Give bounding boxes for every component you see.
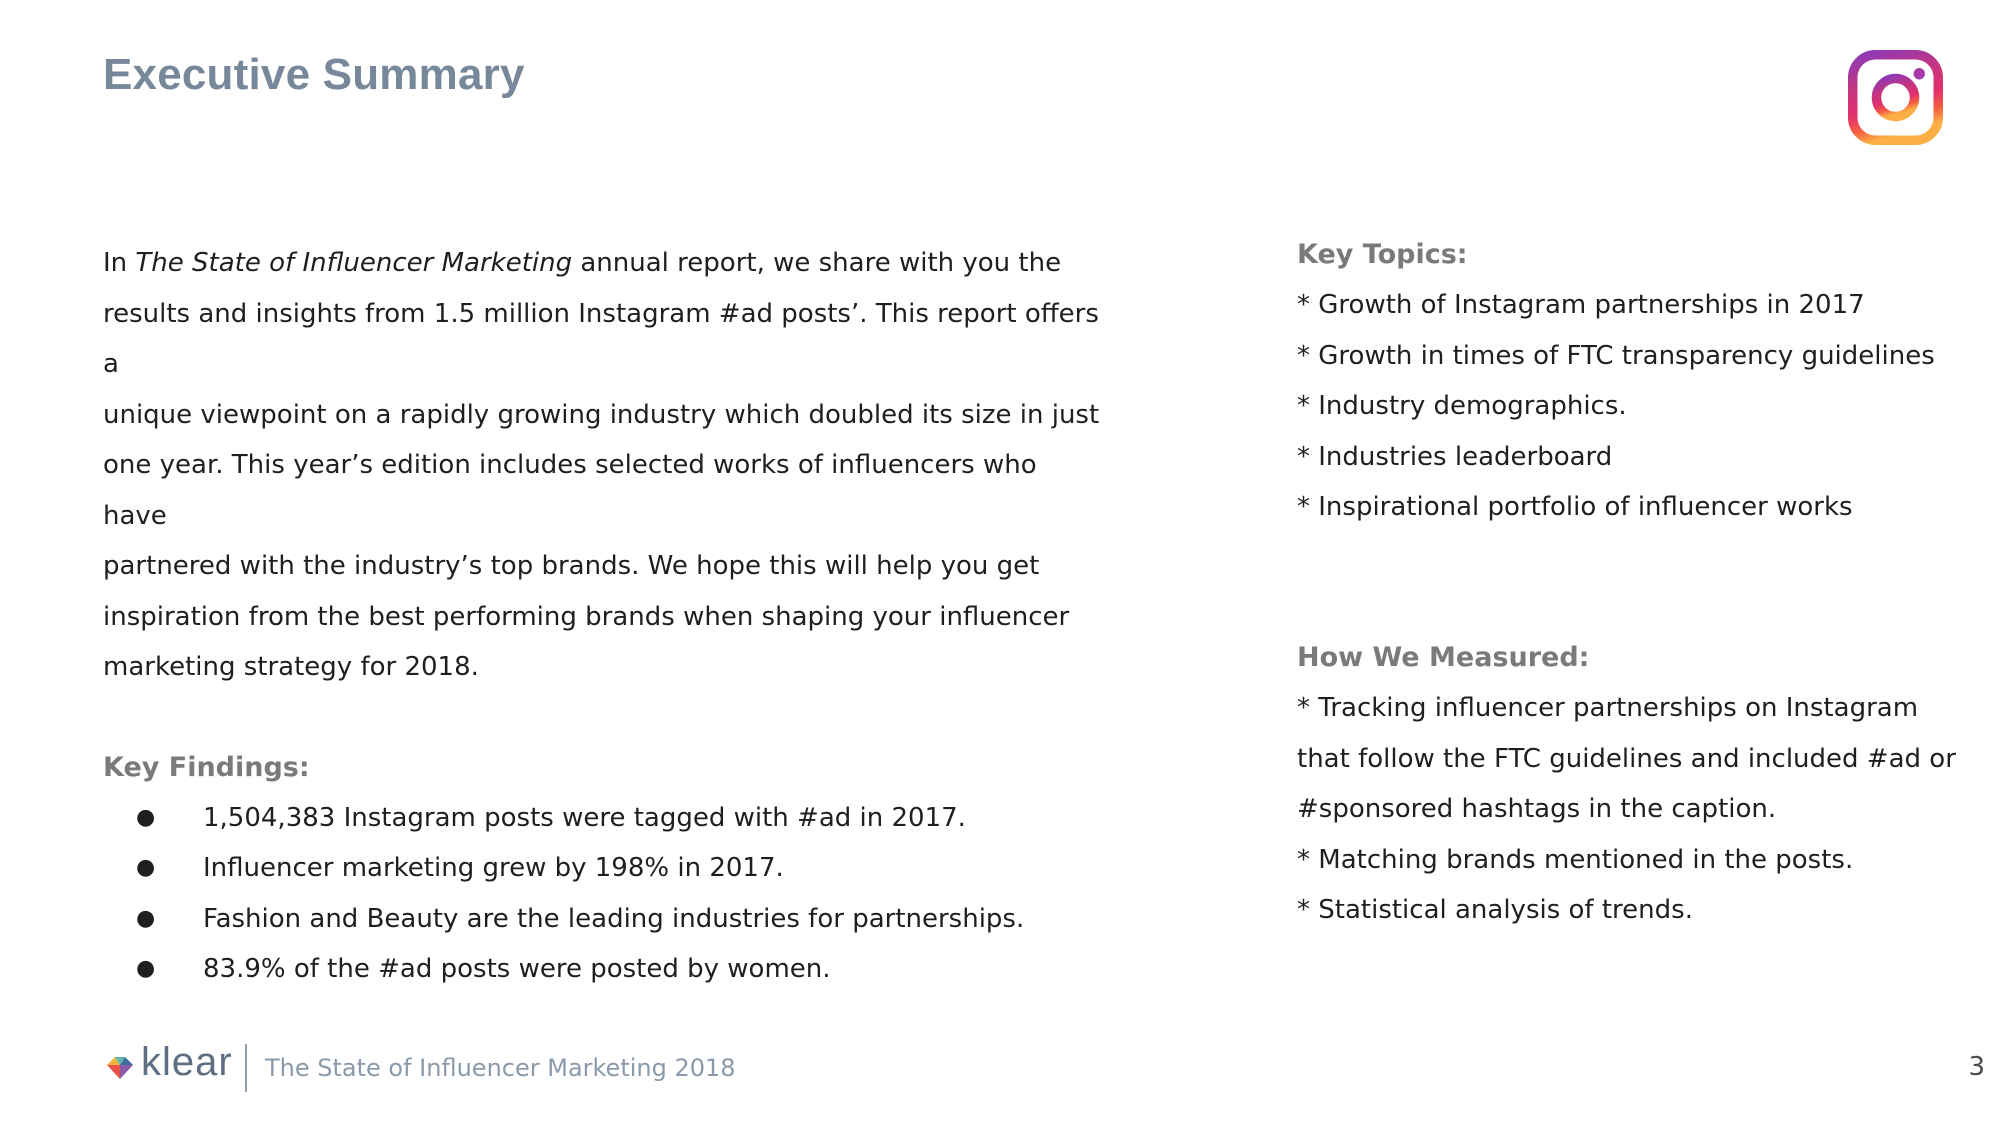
intro-paragraph xyxy=(103,238,1103,693)
key-findings-list xyxy=(103,793,1103,995)
list-item: ● 1,504,383 Instagram posts were tagged with #ad in 2017. xyxy=(103,793,1103,844)
intro-line: In The State of Influencer Marketing annual report, we share with you the xyxy=(103,248,1062,278)
footer-divider xyxy=(245,1044,247,1092)
intro-line: results and insights from 1.5 million Instagram #ad posts’. This report offers a xyxy=(103,298,1099,379)
instagram-logo-icon xyxy=(1848,50,1943,145)
key-topics-section xyxy=(1297,230,1977,533)
footer xyxy=(105,1040,1985,1092)
report-name: The State of Influencer Marketing xyxy=(135,248,573,278)
intro-line: unique viewpoint on a rapidly growing industry which doubled its size in just xyxy=(103,399,1100,430)
page-number: 3 xyxy=(1968,1052,1985,1082)
how-we-measured-section xyxy=(1297,633,1977,936)
intro-line: inspiration from the best performing brands when shaping your influencer xyxy=(103,601,1070,632)
klear-logo-icon xyxy=(105,1052,135,1082)
list-item: * Inspirational portfolio of influencer works xyxy=(1297,492,1853,522)
key-findings-heading: Key Findings: xyxy=(103,751,310,783)
intro-line: marketing strategy for 2018. xyxy=(103,652,479,682)
bullet-icon: ● xyxy=(136,905,156,931)
list-item: * Industry demographics. xyxy=(1297,391,1627,421)
list-item: that follow the FTC guidelines and included #ad or xyxy=(1297,743,1956,774)
list-item: * Tracking influencer partnerships on Instagram xyxy=(1297,693,1919,723)
intro-line: one year. This year’s edition includes selected works of influencers who have xyxy=(103,450,1037,531)
page-title: Executive Summary xyxy=(103,50,525,99)
list-item: ● Fashion and Beauty are the leading industries for partnerships. xyxy=(103,894,1103,945)
bullet-icon: ● xyxy=(136,855,156,880)
list-item: ● 83.9% of the #ad posts were posted by women. xyxy=(103,944,1103,995)
key-topics-heading: Key Topics: xyxy=(1297,239,1468,270)
footer-report-title: The State of Influencer Marketing 2018 xyxy=(265,1054,736,1082)
list-item: * Growth of Instagram partnerships in 2017 xyxy=(1297,290,1865,320)
list-item: * Matching brands mentioned in the posts. xyxy=(1297,844,1854,875)
list-item: ● Influencer marketing grew by 198% in 2017. xyxy=(103,843,1103,894)
left-column xyxy=(103,238,1103,995)
list-item: * Growth in times of FTC transparency guidelines xyxy=(1297,340,1935,371)
how-we-measured-heading: How We Measured: xyxy=(1297,642,1590,673)
bullet-icon: ● xyxy=(136,804,156,830)
list-item: * Industries leaderboard xyxy=(1297,441,1613,472)
list-item: * Statistical analysis of trends. xyxy=(1297,895,1693,925)
brand-name: klear xyxy=(141,1040,233,1084)
intro-line: partnered with the industry’s top brands. We hope this will help you get xyxy=(103,551,1040,581)
bullet-icon: ● xyxy=(136,956,156,981)
list-item: #sponsored hashtags in the caption. xyxy=(1297,794,1777,824)
